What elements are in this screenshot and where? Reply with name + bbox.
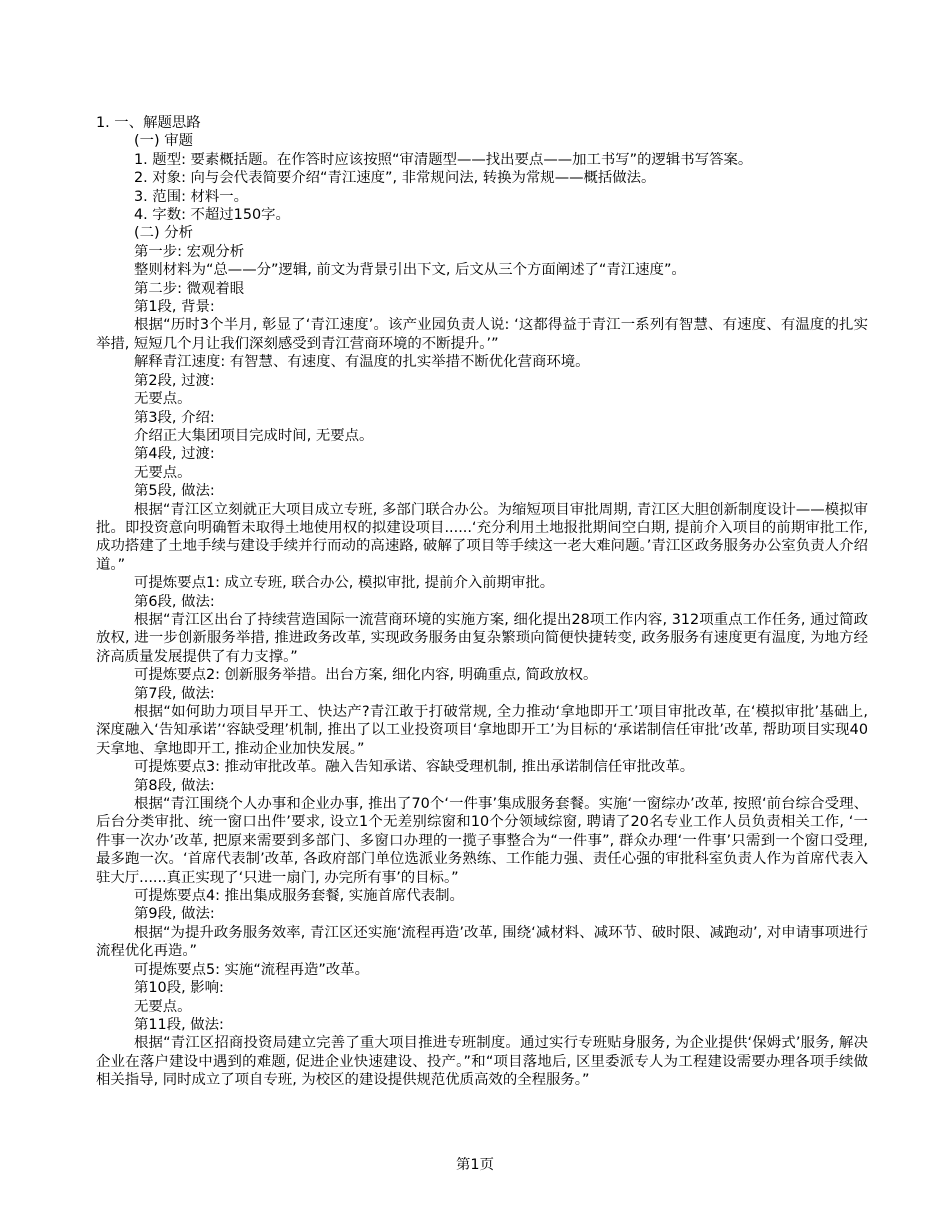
text-line: 第10段, 影响: (134, 980, 224, 997)
text-line: 第4段, 过渡: (134, 446, 215, 463)
text-line: 介绍正大集团项目完成时间, 无要点。 (134, 427, 374, 444)
text-line: 第5段, 做法: (134, 483, 215, 500)
text-line: 第11段, 做法: (134, 1016, 224, 1033)
text-line: 解释青江速度: 有智慧、有速度、有温度的扎实举措不断优化营商环境。 (134, 354, 590, 371)
quote-paragraph: 根据“青江区招商投资局建立完善了重大项目推进专班制度。通过实行专班贴身服务, 为企业提供‘保姆式’服务, 解决企业在落户建设中遇到的难题, 促进企业快速建设、投产。”和“项目落地后, 区里委派专人为工程建设需要办理各项手续做相关指导, 同时成立了项自专班, 为校区的建设提供规范优质高效的全程服务。” (96, 1035, 868, 1089)
text-line: 第一步: 宏观分析 (134, 243, 245, 260)
text-line: 第7段, 做法: (134, 685, 215, 702)
text-line: 无要点。 (134, 464, 192, 481)
text-line: 可提炼要点5: 实施“流程再造”改革。 (134, 961, 369, 978)
text-line: 无要点。 (134, 391, 192, 408)
quote-paragraph: 根据“青江区立刻就正大项目成立专班, 多部门联合办公。为缩短项目审批周期, 青江区大胆创新制度设计——模拟审批。即投资意向明确暂未取得土地使用权的拟建设项目......‘充分利用土地报批期间空白期, 提前介入项目的前期审批工作, 成功搭建了土地手续与建设手续并行而动的高速路, 破解了项目等手续这一老大难问题。’青江区政务服务办公室负责人介绍道。” (96, 501, 868, 573)
text-line: 整则材料为“总——分”逻辑, 前文为背景引出下文, 后文从三个方面阐述了“青江速度”。 (134, 262, 686, 279)
quote-paragraph: 根据“历时3个半月, 彰显了‘青江速度’。该产业园负责人说: ‘这都得益于青江一系列有智慧、有速度、有温度的扎实举措, 短短几个月让我们深刻感受到青江营商环境的不断提升。’” (96, 317, 868, 352)
quote-paragraph: 根据“如何助力项目早开工、快达产?青江敢于打破常规, 全力推动‘拿地即开工’项目审批改革, 在‘模拟审批’基础上, 深度融入‘告知承诺’‘容缺受理’机制, 推出了以工业投资项目‘拿地即开工’为目标的‘承诺制信任审批’改革, 帮助项目实现40天拿地、拿地即开工, 推动企业加快发展。” (96, 704, 868, 757)
text-line: (二) 分析 (134, 225, 193, 242)
page-number: 第1页 (456, 1157, 494, 1173)
quote-paragraph: 根据“为提升政务服务效率, 青江区还实施‘流程再造’改革, 围绕‘减材料、减环节、破时限、减跑动’, 对申请事项进行流程优化再造。” (96, 924, 868, 960)
text-line: (一) 审题 (134, 133, 193, 150)
document-body (96, 114, 868, 1090)
text-line: 第3段, 介绍: (134, 409, 215, 426)
text-line: 可提炼要点2: 创新服务举措。出台方案, 细化内容, 明确重点, 简政放权。 (134, 667, 598, 684)
text-line: 可提炼要点3: 推动审批改革。融入告知承诺、容缺受理机制, 推出承诺制信任审批改革。 (134, 759, 695, 776)
text-line: 无要点。 (134, 998, 192, 1015)
text-line: 第6段, 做法: (134, 593, 215, 610)
text-line: 第二步: 微观着眼 (134, 280, 245, 297)
text-line: 第9段, 做法: (134, 906, 215, 923)
text-line: 2. 对象: 向与会代表简要介绍“青江速度”, 非常规问法, 转换为常规——概括做法。 (134, 170, 656, 187)
text-line: 可提炼要点1: 成立专班, 联合办公, 模拟审批, 提前介入前期审批。 (134, 575, 555, 592)
text-line: 1. 题型: 要素概括题。在作答时应该按照“审清题型——找出要点——加工书写”的逻辑书写答案。 (134, 151, 753, 168)
text-line: 第2段, 过渡: (134, 372, 215, 389)
quote-paragraph: 根据“青江围绕个人办事和企业办事, 推出了70个‘一件事’集成服务套餐。实施‘一窗综办’改革, 按照‘前台综合受理、后台分类审批、统一窗口出件’要求, 设立1个无差别综窗和10个分领域综窗, 聘请了20名专业工作人员负责相关工作, ‘一件事一次办’改革, 把原来需要到多部门、多窗口办理的一揽子事整合为“一件事”, 群众办理‘一件事’只需到一个窗口受理, 最多跑一次。‘首席代表制’改革, 各政府部门单位选派业务熟练、工作能力强、责任心强的审批科室负责人作为首席代表入驻大厅......真正实现了‘只进一扇门, 办完所有事’的目标。” (96, 796, 868, 886)
text-line: 4. 字数: 不超过150字。 (134, 207, 290, 224)
text-line: 第1段, 背景: (134, 299, 215, 316)
text-line: 可提炼要点4: 推出集成服务套餐, 实施首席代表制。 (134, 888, 464, 905)
text-line: 第8段, 做法: (134, 777, 215, 794)
text-line: 3. 范围: 材料一。 (134, 188, 249, 205)
quote-paragraph: 根据“青江区出台了持续营造国际一流营商环境的实施方案, 细化提出28项工作内容, 312项重点工作任务, 通过简政放权, 进一步创新服务举措, 推进政务改革, 实现政务服务由复杂繁琐向简便快捷转变, 政务服务有速度更有温度, 为地方经济高质量发展提供了有力支撑。” (96, 611, 868, 665)
text-line: 1. 一、解题思路 (96, 115, 201, 131)
